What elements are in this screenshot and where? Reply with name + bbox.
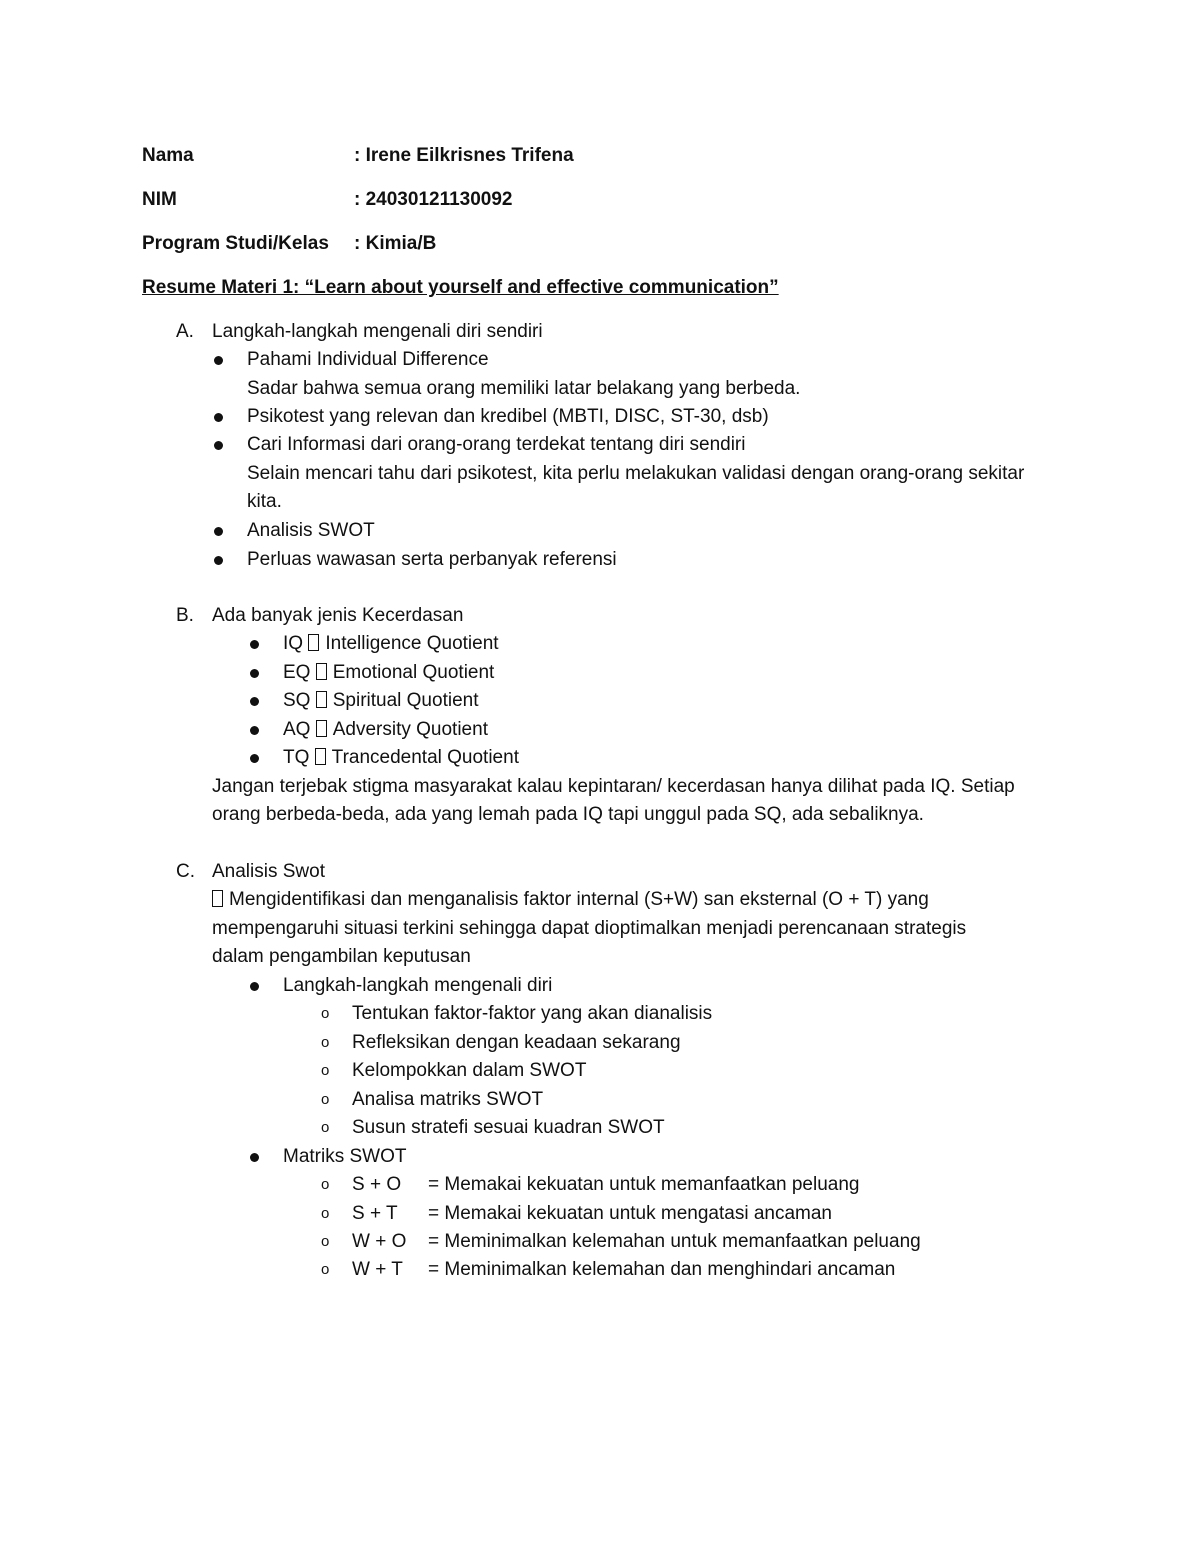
intelligence-abbr: TQ [283, 747, 310, 768]
intelligence-abbr: EQ [283, 662, 311, 683]
section-c-description-line: dalam pengambilan keputusan [212, 946, 471, 967]
bullet-icon [250, 982, 259, 991]
sub-bullet-icon: o [321, 1205, 330, 1222]
matrix-desc: = Memakai kekuatan untuk mengatasi ancaman [428, 1203, 832, 1224]
sub-bullet-icon: o [321, 1091, 330, 1108]
section-a-item: Perluas wawasan serta perbanyak referensi [247, 549, 617, 570]
section-c-description-line: mempengaruhi situasi terkini sehingga dapat dioptimalkan menjadi perencanaan strategis [212, 918, 967, 939]
bullet-icon [214, 356, 223, 365]
section-b-note: Jangan terjebak stigma masyarakat kalau kepintaran/ kecerdasan hanya dilihat pada IQ. Setiap [212, 776, 1015, 797]
prodi-label: Program Studi/Kelas [142, 233, 329, 254]
section-c-marker: C. [176, 861, 195, 882]
bullet-icon [214, 527, 223, 536]
section-a-item: Pahami Individual Difference [247, 349, 489, 370]
steps-heading: Langkah-langkah mengenali diri [283, 975, 553, 996]
matrix-pair: W + O [352, 1231, 407, 1252]
arrow-placeholder-icon [316, 720, 327, 737]
intelligence-item [283, 718, 488, 742]
sub-bullet-icon: o [321, 1034, 330, 1051]
prodi-value: : Kimia/B [354, 233, 437, 254]
arrow-placeholder-icon [315, 748, 326, 765]
step-item: Kelompokkan dalam SWOT [352, 1060, 587, 1081]
matrix-heading: Matriks SWOT [283, 1146, 407, 1167]
matrix-desc: = Memakai kekuatan untuk memanfaatkan peluang [428, 1174, 860, 1195]
intelligence-abbr: IQ [283, 633, 304, 654]
nama-label: Nama [142, 145, 194, 166]
intelligence-name: Intelligence Quotient [325, 633, 499, 654]
section-a-item: Analisis SWOT [247, 520, 375, 541]
arrow-placeholder-icon [308, 634, 319, 651]
step-item: Refleksikan dengan keadaan sekarang [352, 1032, 681, 1053]
arrow-placeholder-icon [316, 663, 327, 680]
bullet-icon [250, 1153, 259, 1162]
section-a-marker: A. [176, 321, 194, 342]
intelligence-name: Spiritual Quotient [332, 690, 479, 711]
step-item: Susun stratefi sesuai kuadran SWOT [352, 1117, 665, 1138]
step-item: Tentukan faktor-faktor yang akan dianalisis [352, 1003, 713, 1024]
sub-bullet-icon: o [321, 1119, 330, 1136]
intelligence-name: Adversity Quotient [332, 719, 488, 740]
bullet-icon [250, 697, 259, 706]
section-a-heading: Langkah-langkah mengenali diri sendiri [212, 321, 543, 342]
section-a-item: Psikotest yang relevan dan kredibel (MBTI, DISC, ST-30, dsb) [247, 406, 769, 427]
intelligence-item [283, 632, 499, 656]
nim-label: NIM [142, 189, 177, 210]
intelligence-item [283, 661, 494, 685]
nim-value: : 24030121130092 [354, 189, 513, 210]
intelligence-abbr: AQ [283, 719, 311, 740]
section-a-item: Cari Informasi dari orang-orang terdekat tentang diri sendiri [247, 434, 746, 455]
section-b-heading: Ada banyak jenis Kecerdasan [212, 605, 464, 626]
sub-bullet-icon: o [321, 1233, 330, 1250]
matrix-pair: S + O [352, 1174, 402, 1195]
arrow-placeholder-icon [316, 691, 327, 708]
bullet-icon [214, 441, 223, 450]
arrow-placeholder-icon [212, 890, 223, 907]
intelligence-abbr: SQ [283, 690, 311, 711]
section-c-description-line: Mengidentifikasi dan menganalisis faktor internal (S+W) san eksternal (O + T) yang [229, 889, 929, 910]
sub-bullet-icon: o [321, 1176, 330, 1193]
matrix-desc: = Meminimalkan kelemahan untuk memanfaatkan peluang [428, 1231, 921, 1252]
bullet-icon [250, 754, 259, 763]
matrix-pair: W + T [352, 1259, 403, 1280]
bullet-icon [250, 640, 259, 649]
sub-bullet-icon: o [321, 1261, 330, 1278]
sub-bullet-icon: o [321, 1005, 330, 1022]
bullet-icon [250, 726, 259, 735]
intelligence-item [283, 689, 478, 713]
bullet-icon [214, 413, 223, 422]
bullet-icon [250, 669, 259, 678]
nama-value: : Irene Eilkrisnes Trifena [354, 145, 574, 166]
matrix-pair: S + T [352, 1203, 398, 1224]
step-item: Analisa matriks SWOT [352, 1089, 544, 1110]
section-a-item-detail: kita. [247, 491, 282, 512]
sub-bullet-icon: o [321, 1062, 330, 1079]
section-c-description [212, 888, 929, 912]
document-title: Resume Materi 1: “Learn about yourself and effective communication” [142, 277, 779, 298]
section-c-heading: Analisis Swot [212, 861, 325, 882]
intelligence-name: Trancedental Quotient [331, 747, 519, 768]
section-b-marker: B. [176, 605, 194, 626]
section-b-note: orang berbeda-beda, ada yang lemah pada IQ tapi unggul pada SQ, ada sebaliknya. [212, 804, 924, 825]
intelligence-name: Emotional Quotient [332, 662, 495, 683]
matrix-desc: = Meminimalkan kelemahan dan menghindari ancaman [428, 1259, 896, 1280]
intelligence-item [283, 746, 519, 770]
section-a-item-detail: Selain mencari tahu dari psikotest, kita perlu melakukan validasi dengan orang-orang sekitar [247, 463, 1025, 484]
section-a-item-detail: Sadar bahwa semua orang memiliki latar belakang yang berbeda. [247, 378, 801, 399]
bullet-icon [214, 556, 223, 565]
